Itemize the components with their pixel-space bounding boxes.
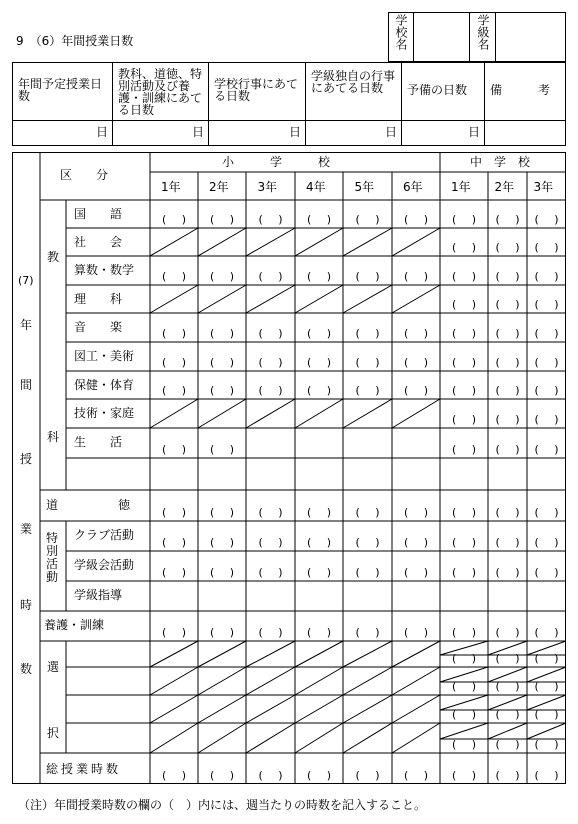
hours-input-cell[interactable]: ( )	[162, 566, 186, 579]
days-col-header: 備 考	[490, 83, 551, 97]
days-col-header: 教科、道徳、特別活動及び養護・訓練にあてる日数	[118, 67, 203, 117]
disabled-cell-slash	[150, 399, 198, 428]
grade-header: 6年	[403, 180, 423, 194]
hours-input-cell[interactable]: ( )	[534, 536, 559, 549]
hours-input-cell[interactable]: ( )	[307, 327, 331, 340]
hours-input-cell[interactable]: ( )	[355, 566, 380, 579]
hours-input-cell[interactable]: ( )	[452, 413, 476, 426]
hours-input-cell[interactable]: ( )	[210, 443, 234, 456]
hours-input-cell[interactable]: ( )	[534, 652, 559, 665]
hours-input-cell[interactable]: ( )	[307, 270, 331, 283]
disabled-cell-slash	[343, 228, 392, 256]
hours-input-cell[interactable]: ( )	[404, 536, 428, 549]
hours-input-cell[interactable]: ( )	[162, 327, 186, 340]
hours-input-cell[interactable]: ( )	[355, 506, 380, 519]
hours-input-cell[interactable]: ( )	[495, 566, 520, 579]
disabled-cell-slash	[343, 667, 392, 695]
hours-input-cell[interactable]: ( )	[452, 327, 476, 340]
days-unit: 日	[385, 125, 398, 139]
subject-label: 算数・数学	[74, 263, 135, 277]
side-label-char: 間	[20, 378, 33, 392]
moral-label: 道 徳	[46, 498, 131, 512]
hours-input-cell[interactable]: ( )	[534, 738, 559, 751]
disabled-cell-slash	[198, 723, 246, 753]
hours-input-cell[interactable]: ( )	[162, 384, 186, 397]
hours-input-cell[interactable]: ( )	[404, 769, 428, 782]
hours-input-cell[interactable]: ( )	[210, 327, 234, 340]
days-col-header: 学級独自の行事にあてる日数	[311, 69, 396, 95]
days-col-header: 学校行事にあてる日数	[214, 77, 299, 103]
grade-header: 1年	[451, 180, 471, 194]
hours-input-cell[interactable]: ( )	[210, 566, 234, 579]
disabled-cell-slash	[198, 285, 246, 313]
hours-input-cell[interactable]: ( )	[162, 270, 186, 283]
kyoka-label-top: 教	[47, 250, 60, 264]
hours-input-cell[interactable]: ( )	[495, 413, 520, 426]
disabled-cell-slash	[150, 667, 198, 695]
hours-input-cell[interactable]: ( )	[307, 356, 331, 369]
hours-input-cell[interactable]: ( )	[210, 536, 234, 549]
yogo-label: 養護・訓練	[44, 618, 105, 632]
school-name-label: 学校名	[394, 14, 408, 50]
disabled-cell-slash	[198, 667, 246, 695]
hours-input-cell[interactable]: ( )	[452, 536, 476, 549]
hours-input-cell[interactable]: ( )	[534, 626, 559, 639]
hours-input-cell[interactable]: ( )	[495, 443, 520, 456]
hours-input-cell[interactable]: ( )	[495, 708, 520, 721]
subject-label: 理 科	[74, 292, 123, 306]
disabled-cell-slash	[343, 695, 392, 723]
subject-label: 図工・美術	[74, 349, 135, 363]
hours-input-cell[interactable]: ( )	[452, 384, 476, 397]
hours-input-cell[interactable]: ( )	[355, 769, 380, 782]
hours-input-cell[interactable]: ( )	[534, 566, 559, 579]
side-label-char: 年	[20, 318, 33, 332]
disabled-cell-slash	[295, 723, 343, 753]
hours-input-cell[interactable]: ( )	[162, 356, 186, 369]
disabled-cell-slash	[150, 228, 198, 256]
hours-input-cell[interactable]: ( )	[258, 566, 283, 579]
hours-input-cell[interactable]: ( )	[404, 356, 428, 369]
hours-input-cell[interactable]: ( )	[495, 506, 520, 519]
hours-input-cell[interactable]: ( )	[307, 384, 331, 397]
days-unit: 日	[96, 125, 109, 139]
disabled-cell-slash	[150, 641, 198, 667]
subject-label: 生 活	[74, 435, 123, 449]
disabled-cell-slash	[392, 667, 440, 695]
grade-header: 3年	[257, 180, 278, 194]
hours-input-cell[interactable]: ( )	[404, 270, 428, 283]
hours-input-cell[interactable]: ( )	[162, 626, 186, 639]
class-name-label: 学級名	[476, 14, 490, 50]
hours-input-cell[interactable]: ( )	[210, 506, 234, 519]
days-unit: 日	[468, 125, 481, 139]
hours-input-cell[interactable]: ( )	[534, 213, 559, 226]
hours-input-cell[interactable]: ( )	[534, 769, 559, 782]
footnote: （注）年間授業時数の欄の（ ）内には、週当たりの時数を記入すること。	[18, 798, 427, 812]
hours-input-cell[interactable]: ( )	[452, 626, 476, 639]
hours-input-cell[interactable]: ( )	[258, 384, 283, 397]
hours-input-cell[interactable]: ( )	[495, 626, 520, 639]
hours-input-cell[interactable]: ( )	[162, 443, 186, 456]
days-unit: 日	[192, 125, 205, 139]
disabled-cell-slash	[295, 285, 343, 313]
disabled-cell-slash	[392, 228, 440, 256]
hours-input-cell[interactable]: ( )	[162, 213, 186, 226]
hours-input-cell[interactable]: ( )	[495, 213, 520, 226]
hours-input-cell[interactable]: ( )	[495, 241, 520, 254]
disabled-cell-slash	[343, 641, 392, 667]
hours-input-cell[interactable]: ( )	[355, 626, 380, 639]
disabled-cell-slash	[295, 667, 343, 695]
hours-input-cell[interactable]: ( )	[495, 680, 520, 693]
special-item-label: 学級指導	[74, 588, 123, 602]
hours-input-cell[interactable]: ( )	[307, 536, 331, 549]
disabled-cell-slash	[440, 723, 488, 739]
disabled-cell-slash	[198, 228, 246, 256]
subject-label: 社 会	[74, 235, 123, 249]
hours-input-cell[interactable]: ( )	[210, 213, 234, 226]
hours-input-cell[interactable]: ( )	[495, 536, 520, 549]
disabled-cell-slash	[246, 399, 295, 428]
hours-input-cell[interactable]: ( )	[162, 536, 186, 549]
disabled-cell-slash	[198, 695, 246, 723]
hours-input-cell[interactable]: ( )	[307, 213, 331, 226]
disabled-cell-slash	[488, 723, 527, 739]
hours-input-cell[interactable]: ( )	[162, 506, 186, 519]
hours-input-cell[interactable]: ( )	[258, 327, 283, 340]
hours-input-cell[interactable]: ( )	[452, 506, 476, 519]
hours-input-cell[interactable]: ( )	[258, 769, 283, 782]
hours-input-cell[interactable]: ( )	[404, 327, 428, 340]
disabled-cell-slash	[392, 641, 440, 667]
side-label-char: 業	[20, 522, 33, 536]
hours-input-cell[interactable]: ( )	[452, 213, 476, 226]
hours-input-cell[interactable]: ( )	[534, 680, 559, 693]
hours-input-cell[interactable]: ( )	[404, 626, 428, 639]
hours-input-cell[interactable]: ( )	[452, 680, 476, 693]
hours-input-cell[interactable]: ( )	[355, 536, 380, 549]
disabled-cell-slash	[150, 285, 198, 313]
hours-input-cell[interactable]: ( )	[307, 626, 331, 639]
days-col-header: 予備の日数	[407, 83, 468, 97]
disabled-cell-slash	[392, 399, 440, 428]
hours-input-cell[interactable]: ( )	[307, 769, 331, 782]
side-label-char: 授	[20, 452, 33, 466]
disabled-cell-slash	[343, 285, 392, 313]
hours-input-cell[interactable]: ( )	[452, 738, 476, 751]
hours-input-cell[interactable]: ( )	[307, 506, 331, 519]
sentaku-label-top: 選	[47, 660, 60, 674]
special-item-label: 学級会活動	[74, 558, 135, 572]
grade-header: 4年	[306, 180, 326, 194]
disabled-cell-slash	[246, 695, 295, 723]
hours-input-cell[interactable]: ( )	[534, 506, 559, 519]
hours-input-cell[interactable]: ( )	[404, 384, 428, 397]
days-col-header: 年間予定授業日数	[18, 77, 103, 103]
hours-input-cell[interactable]: ( )	[452, 708, 476, 721]
disabled-cell-slash	[246, 228, 295, 256]
hours-input-cell[interactable]: ( )	[534, 327, 559, 340]
hours-input-cell[interactable]: ( )	[404, 213, 428, 226]
disabled-cell-slash	[527, 723, 566, 739]
hours-input-cell[interactable]: ( )	[534, 443, 559, 456]
hours-input-cell[interactable]: ( )	[210, 769, 234, 782]
total-label: 総授業時数	[46, 762, 122, 776]
subject-label: 音 楽	[74, 320, 123, 334]
hours-input-cell[interactable]: ( )	[534, 708, 559, 721]
hours-input-cell[interactable]: ( )	[534, 298, 559, 311]
subject-label: 国 語	[74, 207, 123, 221]
disabled-cell-slash	[343, 723, 392, 753]
days-unit: 日	[289, 125, 302, 139]
hours-input-cell[interactable]: ( )	[355, 327, 380, 340]
hours-input-cell[interactable]: ( )	[404, 506, 428, 519]
hours-input-cell[interactable]: ( )	[452, 241, 476, 254]
hours-input-cell[interactable]: ( )	[452, 652, 476, 665]
hours-input-cell[interactable]: ( )	[452, 769, 476, 782]
hours-input-cell[interactable]: ( )	[258, 536, 283, 549]
disabled-cell-slash	[198, 399, 246, 428]
special-item-label: クラブ活動	[74, 528, 135, 542]
grade-header: 2年	[209, 180, 229, 194]
disabled-cell-slash	[295, 641, 343, 667]
subject-label: 技術・家庭	[74, 406, 135, 420]
hours-input-cell[interactable]: ( )	[495, 298, 520, 311]
disabled-cell-slash	[198, 641, 246, 667]
disabled-cell-slash	[295, 695, 343, 723]
disabled-cell-slash	[150, 695, 198, 723]
hours-input-cell[interactable]: ( )	[258, 270, 283, 283]
junior-header: 中 学 校	[470, 155, 531, 169]
hours-input-cell[interactable]: ( )	[534, 384, 559, 397]
hours-input-cell[interactable]: ( )	[534, 270, 559, 283]
side-label-number: (7)	[18, 274, 34, 287]
page-title: 9 （6）年間授業日数	[16, 34, 134, 48]
hours-input-cell[interactable]: ( )	[355, 213, 380, 226]
hours-input-cell[interactable]: ( )	[495, 356, 520, 369]
division-header: 区 分	[60, 168, 109, 182]
hours-input-cell[interactable]: ( )	[258, 356, 283, 369]
hours-input-cell[interactable]: ( )	[452, 356, 476, 369]
special-activity-label: 特 別 活 動	[46, 531, 59, 584]
hours-input-cell[interactable]: ( )	[452, 443, 476, 456]
hours-input-cell[interactable]: ( )	[210, 356, 234, 369]
hours-input-cell[interactable]: ( )	[534, 413, 559, 426]
elementary-header: 小 学 校	[222, 155, 331, 169]
grade-header: 3年	[533, 180, 554, 194]
disabled-cell-slash	[295, 399, 343, 428]
hours-input-cell[interactable]: ( )	[495, 270, 520, 283]
hours-input-cell[interactable]: ( )	[355, 270, 380, 283]
hours-input-cell[interactable]: ( )	[495, 652, 520, 665]
hours-input-cell[interactable]: ( )	[210, 270, 234, 283]
hours-input-cell[interactable]: ( )	[258, 506, 283, 519]
hours-input-cell[interactable]: ( )	[495, 327, 520, 340]
hours-input-cell[interactable]: ( )	[452, 566, 476, 579]
disabled-cell-slash	[392, 723, 440, 753]
grade-header: 5年	[354, 180, 375, 194]
side-label-char: 時	[20, 598, 33, 612]
disabled-cell-slash	[392, 695, 440, 723]
disabled-cell-slash	[246, 641, 295, 667]
hours-input-cell[interactable]: ( )	[355, 356, 380, 369]
disabled-cell-slash	[295, 228, 343, 256]
hours-input-cell[interactable]: ( )	[404, 566, 428, 579]
hours-input-cell[interactable]: ( )	[210, 626, 234, 639]
sentaku-label-bottom: 択	[47, 726, 60, 740]
disabled-cell-slash	[392, 285, 440, 313]
side-label-char: 数	[20, 662, 33, 676]
hours-input-cell[interactable]: ( )	[534, 241, 559, 254]
disabled-cell-slash	[246, 723, 295, 753]
hours-input-cell[interactable]: ( )	[495, 384, 520, 397]
kyoka-label-bottom: 科	[47, 430, 60, 444]
hours-input-cell[interactable]: ( )	[258, 213, 283, 226]
hours-input-cell[interactable]: ( )	[162, 769, 186, 782]
disabled-cell-slash	[150, 723, 198, 753]
grade-header: 1年	[161, 180, 181, 194]
hours-input-cell[interactable]: ( )	[495, 738, 520, 751]
hours-input-cell[interactable]: ( )	[355, 384, 380, 397]
hours-input-cell[interactable]: ( )	[495, 769, 520, 782]
hours-input-cell[interactable]: ( )	[258, 626, 283, 639]
disabled-cell-slash	[343, 399, 392, 428]
hours-input-cell[interactable]: ( )	[307, 566, 331, 579]
hours-input-cell[interactable]: ( )	[452, 298, 476, 311]
subject-label: 保健・体育	[74, 378, 135, 392]
disabled-cell-slash	[246, 285, 295, 313]
disabled-cell-slash	[246, 667, 295, 695]
hours-input-cell[interactable]: ( )	[452, 270, 476, 283]
grade-header: 2年	[494, 180, 515, 194]
hours-input-cell[interactable]: ( )	[534, 356, 559, 369]
hours-input-cell[interactable]: ( )	[210, 384, 234, 397]
